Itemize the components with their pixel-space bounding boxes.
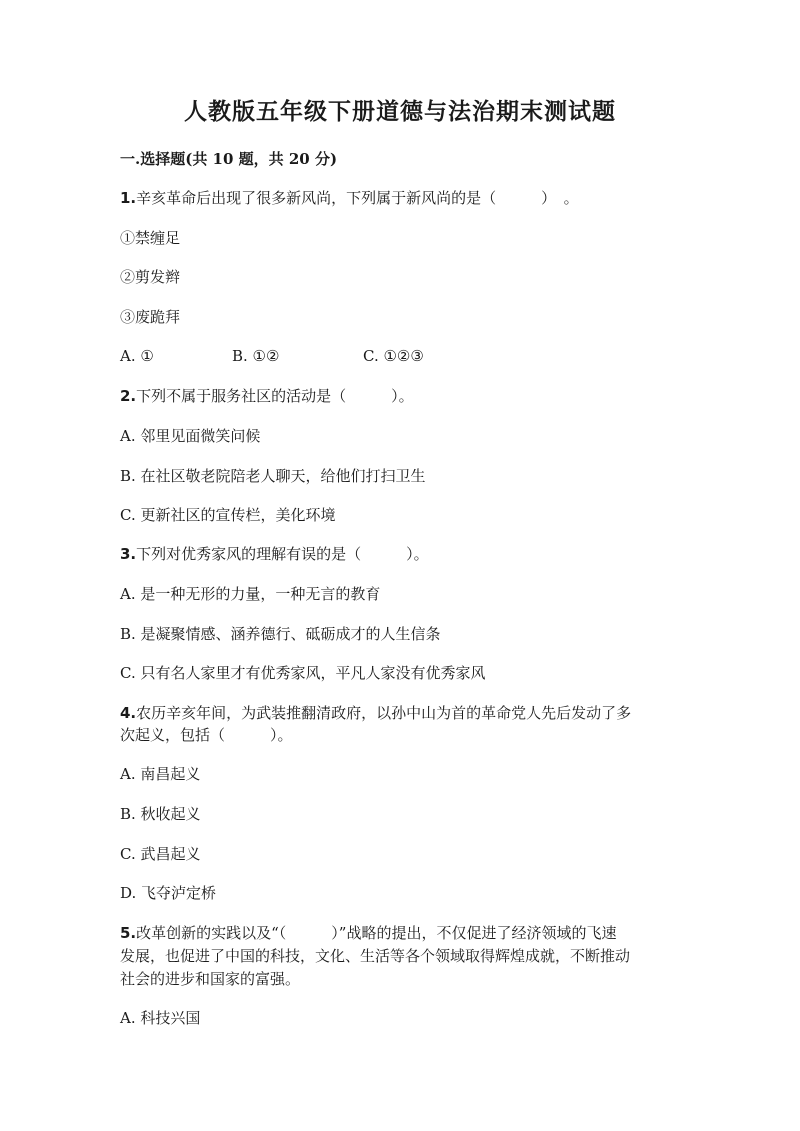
- section-heading: 一.选择题(共 10 题，共 20 分): [120, 150, 338, 168]
- q3-option-a: A. 是一种无形的力量，一种无言的教育: [120, 585, 381, 603]
- page-title: 人教版五年级下册道德与法治期末测试题: [184, 98, 616, 125]
- question-2: [120, 385, 690, 407]
- q2-option-b: B. 在社区敬老院陪老人聊天，给他们打扫卫生: [120, 467, 426, 485]
- question-number: 3.: [120, 545, 137, 563]
- question-text: 辛亥革命后出现了很多新风尚，下列属于新风尚的是（ ） 。: [136, 189, 579, 207]
- q2-option-c: C. 更新社区的宣传栏，美化环境: [120, 506, 336, 524]
- q4-option-b: B. 秋收起义: [120, 805, 201, 823]
- q4-option-c: C. 武昌起义: [120, 845, 201, 863]
- q5-option-a: A. 科技兴国: [120, 1009, 201, 1027]
- q4-option-a: A. 南昌起义: [120, 765, 201, 783]
- question-5: [120, 922, 690, 944]
- question-4: [120, 702, 690, 724]
- question-text: 农历辛亥年间，为武装推翻清政府，以孙中山为首的革命党人先后发动了多: [136, 704, 632, 722]
- question-3: [120, 543, 690, 565]
- q2-option-a: A. 邻里见面微笑问候: [120, 427, 261, 445]
- question-1: [120, 187, 690, 209]
- q1-item-2: ②剪发辫: [120, 268, 181, 286]
- q1-item-1: ①禁缠足: [120, 229, 181, 247]
- question-number: 5.: [120, 924, 137, 942]
- question-number: 1.: [120, 189, 137, 207]
- question-5-cont-2: 社会的进步和国家的富强。: [120, 970, 301, 988]
- question-4-cont: 次起义，包括（ ）。: [120, 726, 293, 744]
- option-b: B. ①②: [232, 347, 280, 365]
- q3-option-c: C. 只有名人家里才有优秀家风，平凡人家没有优秀家风: [120, 664, 486, 682]
- q1-item-3: ③废跪拜: [120, 308, 181, 326]
- question-text: 下列不属于服务社区的活动是（ ）。: [136, 387, 414, 405]
- option-a: A. ①: [120, 347, 154, 365]
- q3-option-b: B. 是凝聚情感、涵养德行、砥砺成才的人生信条: [120, 625, 441, 643]
- q4-option-d: D. 飞夺泸定桥: [120, 884, 217, 902]
- option-c: C. ①②③: [363, 347, 424, 365]
- question-5-cont-1: 发展，也促进了中国的科技，文化、生活等各个领域取得辉煌成就，不断推动: [120, 947, 631, 965]
- question-text: 改革创新的实践以及“（ ）”战略的提出，不仅促进了经济领域的飞速: [136, 924, 617, 942]
- question-text: 下列对优秀家风的理解有误的是（ ）。: [136, 545, 429, 563]
- question-number: 4.: [120, 704, 137, 722]
- question-number: 2.: [120, 387, 137, 405]
